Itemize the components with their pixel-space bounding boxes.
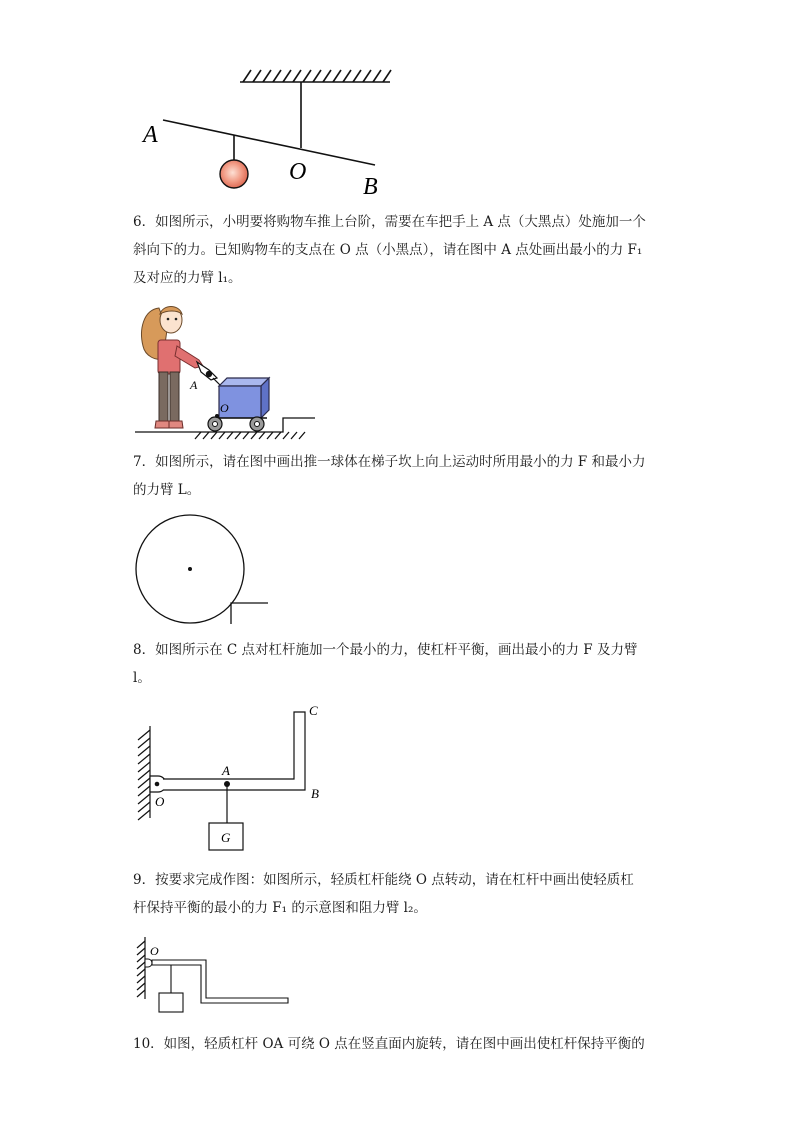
ball-center-dot <box>188 567 192 571</box>
question-7-text <box>133 448 663 504</box>
q9-line-1: 9．按要求完成作图：如图所示，轻质杠杆能绕 O 点转动，请在杠杆中画出使轻质杠 <box>133 872 634 888</box>
label-b: B <box>311 786 319 801</box>
question-9-text <box>133 866 663 922</box>
ball-step-diagram <box>133 514 273 626</box>
bent-lever-diagram <box>133 935 293 1015</box>
label-o: O <box>150 944 159 958</box>
pivot-mount <box>145 959 152 967</box>
question-10-text <box>133 1030 663 1058</box>
label-a: A <box>190 378 198 392</box>
label-o: O <box>155 794 165 809</box>
label-o: O <box>289 159 307 185</box>
q6-line-2: 斜向下的力。已知购物车的支点在 O 点（小黑点），请在图中 A 点处画出最小的力 F₁ <box>133 242 643 258</box>
shopping-cart-diagram <box>133 300 323 440</box>
hanging-ball <box>220 160 248 188</box>
label-g: G <box>221 830 231 845</box>
label-c: C <box>309 703 318 718</box>
wall-hatch <box>138 726 150 820</box>
l-lever-diagram <box>133 700 333 855</box>
q9-line-2: 杆保持平衡的最小的力 F₁ 的示意图和阻力臂 l₂。 <box>133 900 427 916</box>
lever-bar <box>163 120 375 165</box>
q10-line-1: 10．如图，轻质杠杆 OA 可绕 O 点在竖直面内旋转，请在图中画出使杠杆保持平衡的 <box>133 1036 645 1052</box>
point-a-dot <box>206 371 212 377</box>
q7-line-2: 的力臂 L。 <box>133 482 201 498</box>
q8-line-1: 8．如图所示在 C 点对杠杆施加一个最小的力，使杠杆平衡，画出最小的力 F 及力臂 <box>133 642 638 658</box>
wall-hatch <box>137 937 145 999</box>
label-b: B <box>363 174 378 200</box>
q6-line-1: 6．如图所示，小明要将购物车推上台阶，需要在车把手上 A 点（大黑点）处施加一个 <box>133 214 646 230</box>
girl-figure <box>142 307 203 429</box>
lever-hanging-diagram <box>135 62 405 202</box>
q7-line-1: 7．如图所示，请在图中画出推一球体在梯子坎上向上运动时所用最小的力 F 和最小力 <box>133 454 646 470</box>
lever-l-bar <box>163 712 305 790</box>
label-o: O <box>220 401 229 415</box>
label-a: A <box>222 763 230 778</box>
label-a: A <box>143 122 158 148</box>
ceiling-hatch <box>240 70 391 82</box>
question-6-text <box>133 208 663 292</box>
q8-line-2: l。 <box>133 670 151 686</box>
question-8-text <box>133 636 663 692</box>
point-o-dot <box>215 414 219 418</box>
pivot-o-dot <box>155 782 160 787</box>
q6-line-3: 及对应的力臂 l₁。 <box>133 270 242 286</box>
weight-box <box>159 993 183 1012</box>
step-outline <box>231 603 268 624</box>
